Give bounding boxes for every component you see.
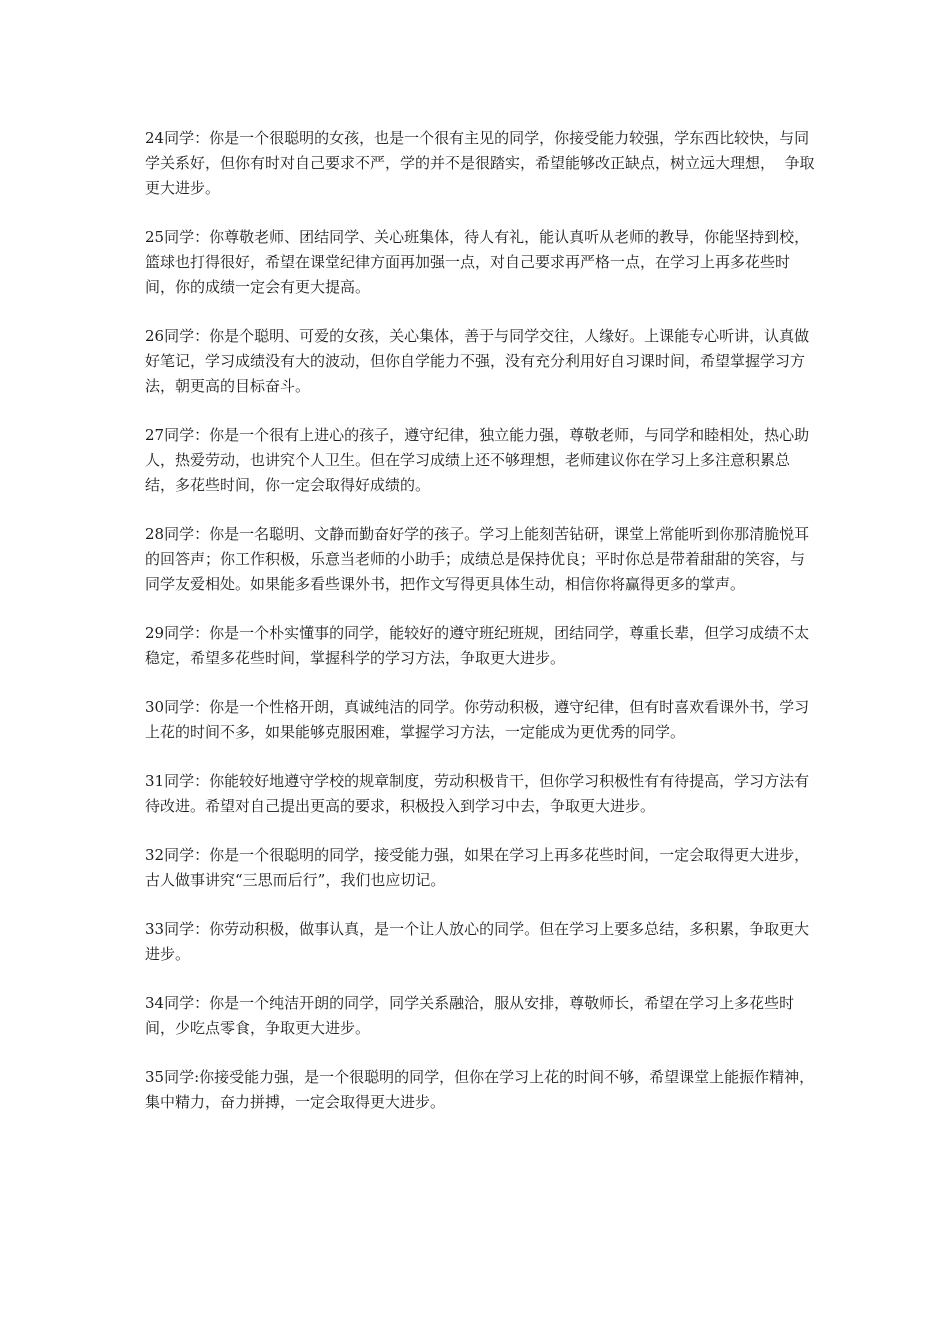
comment-paragraph-24: 24同学：你是一个很聪明的女孩，也是一个很有主见的同学，你接受能力较强，学东西比较快，与同学关系好，但你有时对自己要求不严，学的并不是很踏实，希望能够改正缺点，树立远大理想， 争取更大进步。 — [145, 129, 815, 197]
comment-paragraph-25: 25同学：你尊敬老师、团结同学、关心班集体，待人有礼，能认真听从老师的教导，你能坚持到校，篮球也打得很好，希望在课堂纪律方面再加强一点，对自己要求再严格一点，在学习上再多花些时间，你的成绩一定会有更大提高。 — [145, 228, 810, 296]
comment-paragraph-30: 30同学：你是一个性格开朗，真诚纯洁的同学。你劳动积极，遵守纪律，但有时喜欢看课外书，学习上花的时间不多，如果能够克服困难，掌握学习方法，一定能成为更优秀的同学。 — [145, 698, 810, 741]
comment-paragraph-26: 26同学：你是个聪明、可爱的女孩，关心集体，善于与同学交往，人缘好。上课能专心听讲，认真做好笔记，学习成绩没有大的波动，但你自学能力不强，没有充分利用好自习课时间，希望掌握学习方法，朝更高的目标奋斗。 — [145, 327, 810, 395]
comment-paragraph-32: 32同学：你是一个很聪明的同学，接受能力强，如果在学习上再多花些时间，一定会取得更大进步，古人做事讲究“三思而后行”，我们也应切记。 — [145, 846, 810, 889]
comment-paragraph-33: 33同学：你劳动积极，做事认真，是一个让人放心的同学。但在学习上要多总结，多积累，争取更大进步。 — [145, 920, 810, 963]
comment-paragraph-28: 28同学：你是一名聪明、文静而勤奋好学的孩子。学习上能刻苦钻研，课堂上常能听到你那清脆悦耳的回答声；你工作积极，乐意当老师的小助手；成绩总是保持优良；平时你总是带着甜甜的笑容，与同学友爱相处。如果能多看些课外书，把作文写得更具体生动，相信你将赢得更多的掌声。 — [145, 525, 810, 593]
document-body — [145, 126, 815, 1139]
comment-paragraph-34: 34同学：你是一个纯洁开朗的同学，同学关系融洽，服从安排，尊敬师长，希望在学习上多花些时间，少吃点零食，争取更大进步。 — [145, 994, 795, 1037]
comment-paragraph-29: 29同学：你是一个朴实懂事的同学，能较好的遵守班纪班规，团结同学，尊重长辈，但学习成绩不太稳定，希望多花些时间，掌握科学的学习方法，争取更大进步。 — [145, 624, 810, 667]
comment-paragraph-27: 27同学：你是一个很有上进心的孩子，遵守纪律，独立能力强，尊敬老师，与同学和睦相处，热心助人，热爱劳动，也讲究个人卫生。但在学习成绩上还不够理想，老师建议你在学习上多注意积累总结，多花些时间，你一定会取得好成绩的。 — [145, 426, 810, 494]
comment-paragraph-35: 35同学:你接受能力强，是一个很聪明的同学，但你在学习上花的时间不够，希望课堂上能振作精神，集中精力，奋力拼搏，一定会取得更大进步。 — [145, 1068, 815, 1111]
comment-paragraph-31: 31同学：你能较好地遵守学校的规章制度，劳动积极肯干，但你学习积极性有有待提高，学习方法有待改进。希望对自己提出更高的要求，积极投入到学习中去，争取更大进步。 — [145, 772, 810, 815]
